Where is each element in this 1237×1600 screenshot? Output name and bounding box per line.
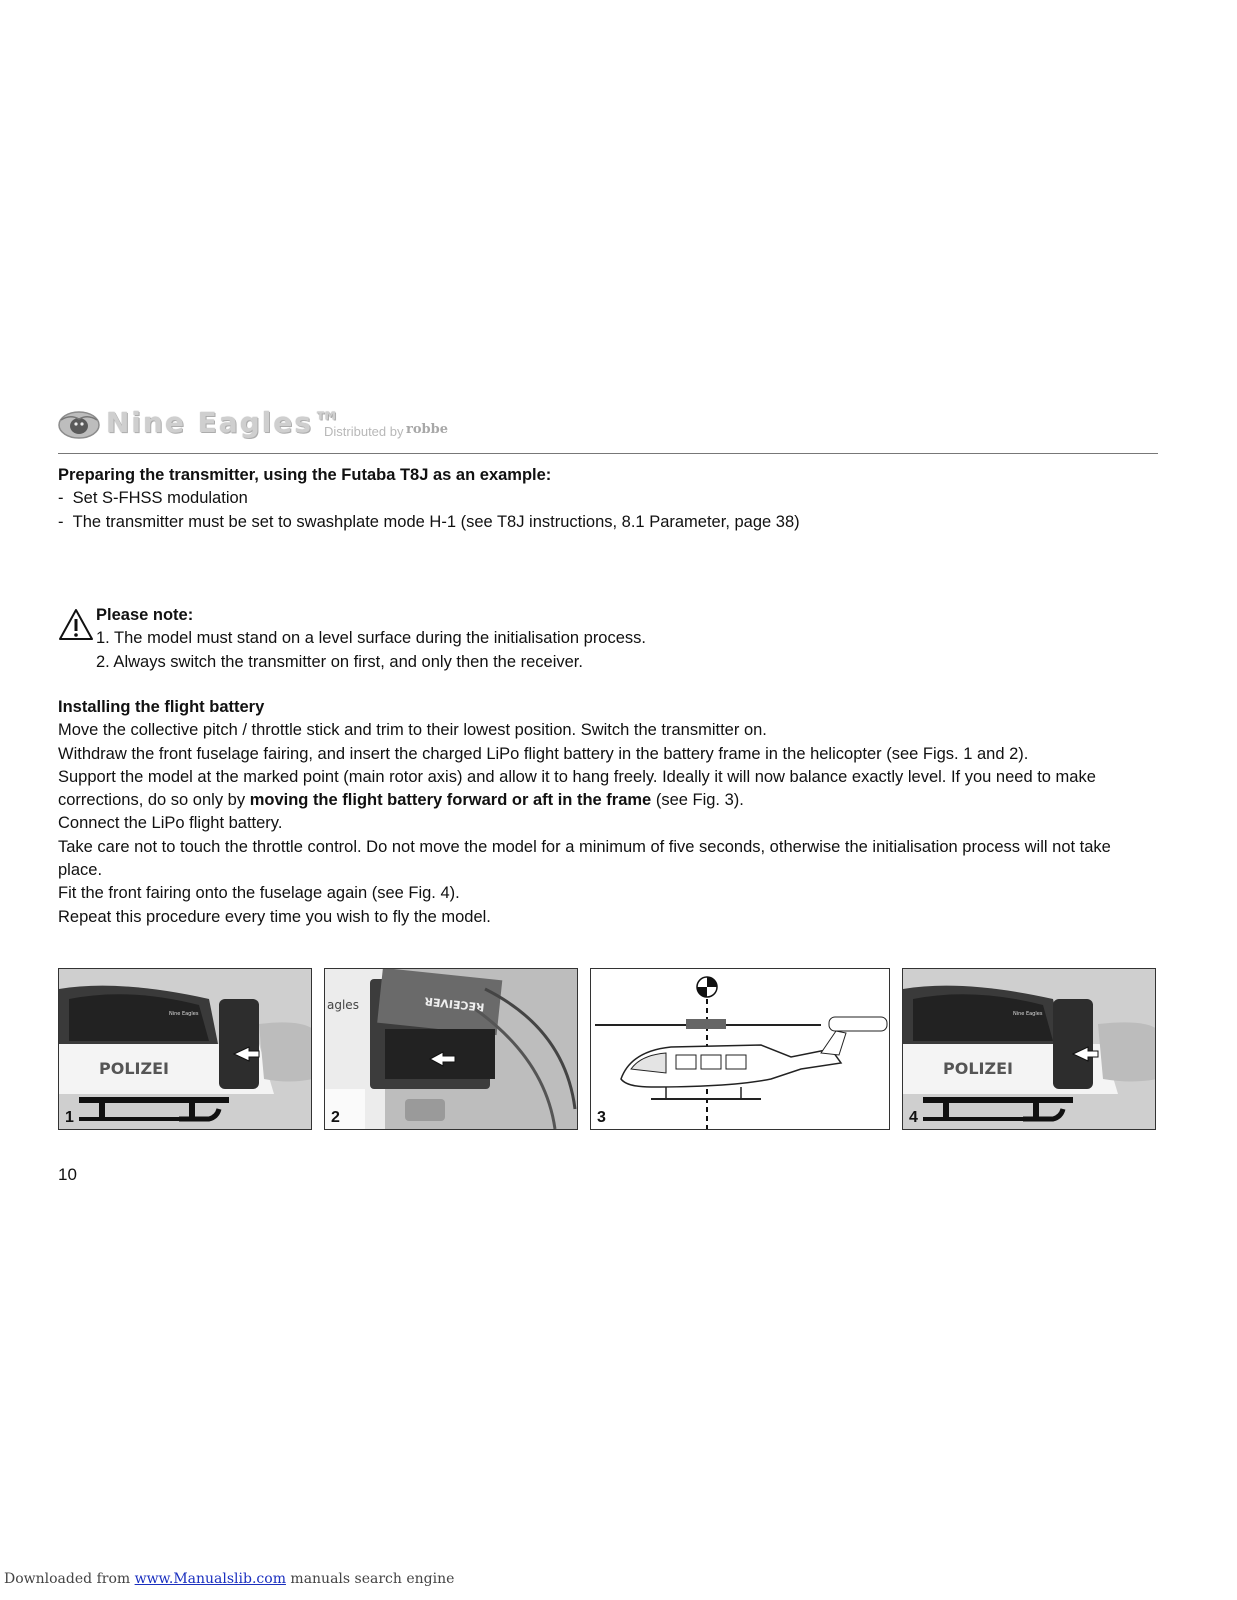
svg-text:Nine Eagles: Nine Eagles: [1013, 1011, 1043, 1017]
svg-text:POLIZEI: POLIZEI: [99, 1059, 169, 1078]
paragraph: Support the model at the marked point (main rotor axis) and allow it to hang freely. Ideally it will now balance exactly level. If you need to make corrections, do so only by moving the flight battery forward or aft in the frame (see Fig. 3).: [58, 767, 1096, 810]
section-heading: Installing the flight battery: [58, 698, 265, 716]
manualslib-link[interactable]: www.Manualslib.com: [134, 1571, 286, 1587]
paragraph: Take care not to touch the throttle control. Do not move the model for a minimum of five seconds, otherwise the initialisation process will not take place.: [58, 837, 1111, 880]
download-footer: Downloaded from www.Manualslib.com manuals search engine: [4, 1571, 455, 1587]
figure-3: [590, 968, 890, 1130]
balance-diagram-icon: [591, 969, 890, 1130]
note-heading: Please note:: [96, 606, 194, 624]
paragraph: Fit the front fairing onto the fuselage again (see Fig. 4).: [58, 884, 460, 903]
figure-number: 3: [597, 1109, 606, 1126]
helicopter-photo-icon: [903, 969, 1156, 1130]
transmitter-section: [58, 464, 1158, 534]
figure-number: 1: [65, 1109, 74, 1126]
figure-number: 2: [331, 1109, 340, 1126]
list-item: - The transmitter must be set to swashplate mode H-1 (see T8J instructions, 8.1 Parameter, page 38): [58, 512, 800, 531]
brand-name: Nine Eagles™: [106, 406, 344, 439]
svg-text:POLIZEI: POLIZEI: [943, 1059, 1013, 1078]
paragraph: Repeat this procedure every time you wish to fly the model.: [58, 907, 491, 926]
svg-text:agles: agles: [327, 998, 359, 1012]
paragraph: Move the collective pitch / throttle stick and trim to their lowest position. Switch the transmitter on.: [58, 721, 767, 740]
distributor-logo: robbe: [406, 422, 448, 437]
eagle-logo-icon: [58, 410, 100, 440]
header-divider: [58, 453, 1158, 454]
svg-text:Nine Eagles: Nine Eagles: [169, 1011, 199, 1017]
receiver-photo-icon: [325, 969, 578, 1130]
figure-2: [324, 968, 578, 1130]
warning-triangle-icon: [58, 608, 94, 642]
figure-4: [902, 968, 1156, 1130]
paragraph: Connect the LiPo flight battery.: [58, 814, 283, 833]
svg-text:RECEIVER: RECEIVER: [423, 994, 486, 1014]
list-item: 1. The model must stand on a level surface during the initialisation process.: [96, 629, 646, 648]
list-item: - Set S-FHSS modulation: [58, 489, 248, 508]
battery-section: [58, 696, 1158, 929]
figure-1: [58, 968, 312, 1130]
figure-number: 4: [909, 1109, 918, 1126]
section-heading: Preparing the transmitter, using the Futaba T8J as an example:: [58, 466, 552, 484]
page-number: 10: [58, 1165, 77, 1184]
list-item: 2. Always switch the transmitter on first, and only then the receiver.: [96, 652, 583, 671]
note-box: [96, 604, 1096, 674]
helicopter-photo-icon: [59, 969, 312, 1130]
page-header: [58, 408, 1158, 448]
distributed-by-label: Distributed by: [324, 424, 404, 439]
paragraph: Withdraw the front fuselage fairing, and insert the charged LiPo flight battery in the battery frame in the helicopter (see Figs. 1 and 2).: [58, 744, 1029, 763]
